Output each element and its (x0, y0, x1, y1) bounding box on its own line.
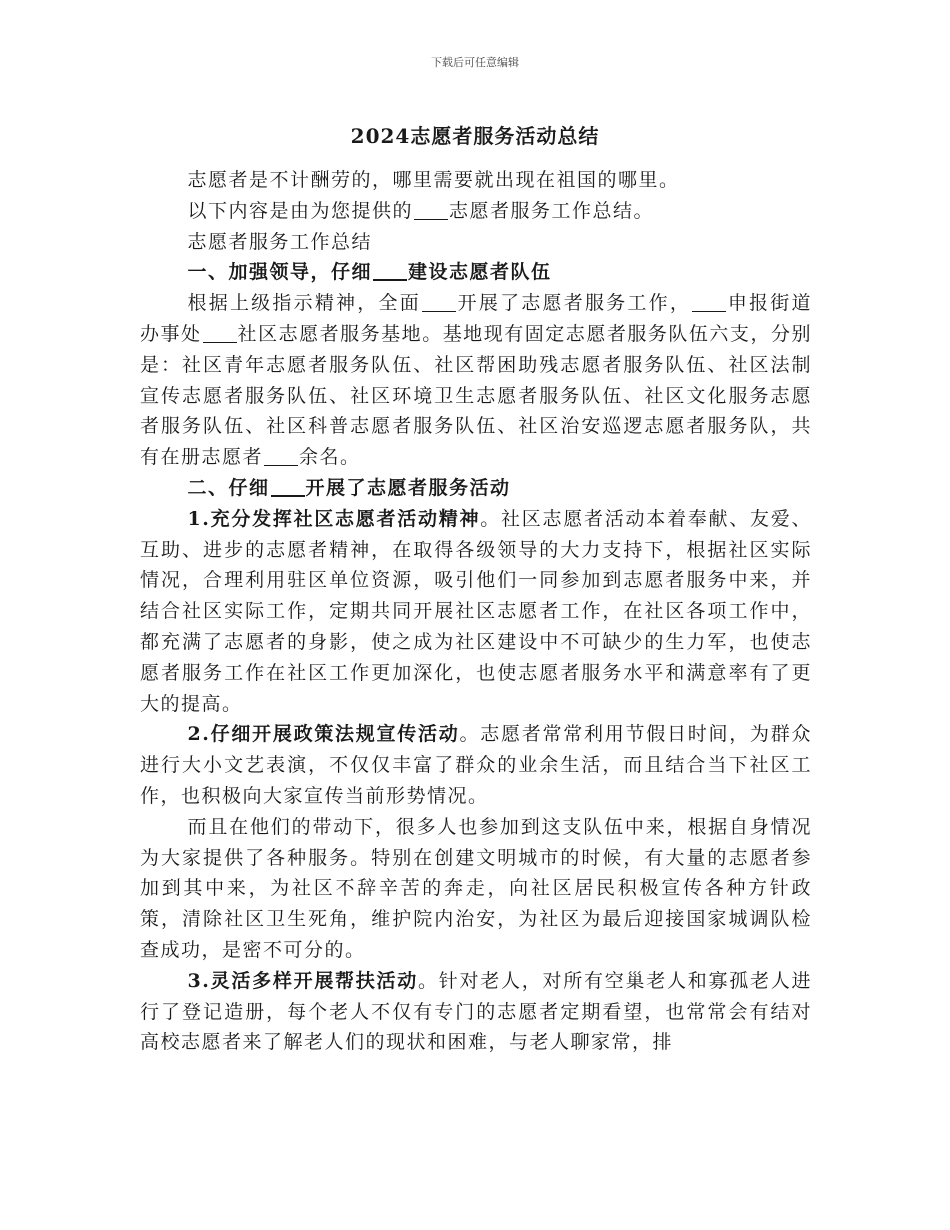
section-1-heading: 一、加强领导，仔细 建设志愿者队伍 (187, 261, 552, 284)
section-2-item-1: 1.充分发挥社区志愿者活动精神。社区志愿者活动本着奉献、友爱、互助、进步的志愿者精神，在取得各级领导的大力支持下，根据社区实际情况，合理利用驻区单位资源，吸引他们一同参加到志愿者服务中来，并结合社区实际工作，定期共同开展社区志愿者工作，在社区各项工作中，都充满了志愿者的身影，使之成为社区建设中不可缺少的生力军，也使志愿者服务工作在社区工作更加深化，也使志愿者服务水平和满意率有了更大的提高。 (140, 507, 812, 715)
section-2-heading: 二、仔细 开展了志愿者服务活动 (187, 476, 511, 499)
blank-underline (414, 200, 448, 220)
document-title: 2024志愿者服务活动总结 (350, 124, 600, 148)
blank-underline (422, 292, 456, 312)
header-note: 下载后可任意编辑 (431, 56, 519, 69)
intro-line-1: 志愿者是不计酬劳的，哪里需要就出现在祖国的哪里。 (187, 169, 680, 191)
blank-underline (203, 323, 237, 343)
blank-underline (271, 476, 305, 497)
blank-underline (692, 292, 726, 312)
section-2-item-2-cont: 而且在他们的带动下，很多人也参加到这支队伍中来，根据自身情况为大家提供了各种服务。特别在创建文明城市的时候，有大量的志愿者参加到其中来，为社区不辞辛苦的奔走，向社区居民积极宣传各种方针政策，清除社区卫生死角，维护院内治安，为社区为最后迎接国家城调队检查成功，是密不可分的。 (140, 815, 812, 961)
blank-underline (264, 446, 298, 466)
document-body (140, 165, 812, 1058)
blank-underline (373, 260, 407, 281)
intro-line-2: 以下内容是由为您提供的 志愿者服务工作总结。 (187, 199, 655, 222)
section-1-paragraph: 根据上级指示精神，全面 开展了志愿者服务工作， 申报街道办事处 社区志愿者服务基地。基地现有固定志愿者服务队伍六支，分别是：社区青年志愿者服务队伍、社区帮困助残志愿者服务队伍、社区法制宣传志愿者服务队伍、社区环境卫生志愿者服务队伍、社区文化服务志愿者服务队伍、社区科普志愿者服务队伍、社区治安巡逻志愿者服务队，共有在册志愿者 余名。 (140, 292, 812, 469)
intro-line-3: 志愿者服务工作总结 (187, 230, 373, 253)
section-2-item-3: 3.灵活多样开展帮扶活动。针对老人，对所有空巢老人和寡孤老人进行了登记造册，每个老人不仅有专门的志愿者定期看望，也常常会有结对高校志愿者来了解老人们的现状和困难，与老人聊家常，排 (140, 969, 812, 1054)
section-2-item-2: 2.仔细开展政策法规宣传活动。志愿者常常利用节假日时间，为群众进行大小文艺表演，不仅仅丰富了群众的业余生活，而且结合当下社区工作，也积极向大家宣传当前形势情况。 (140, 723, 812, 807)
